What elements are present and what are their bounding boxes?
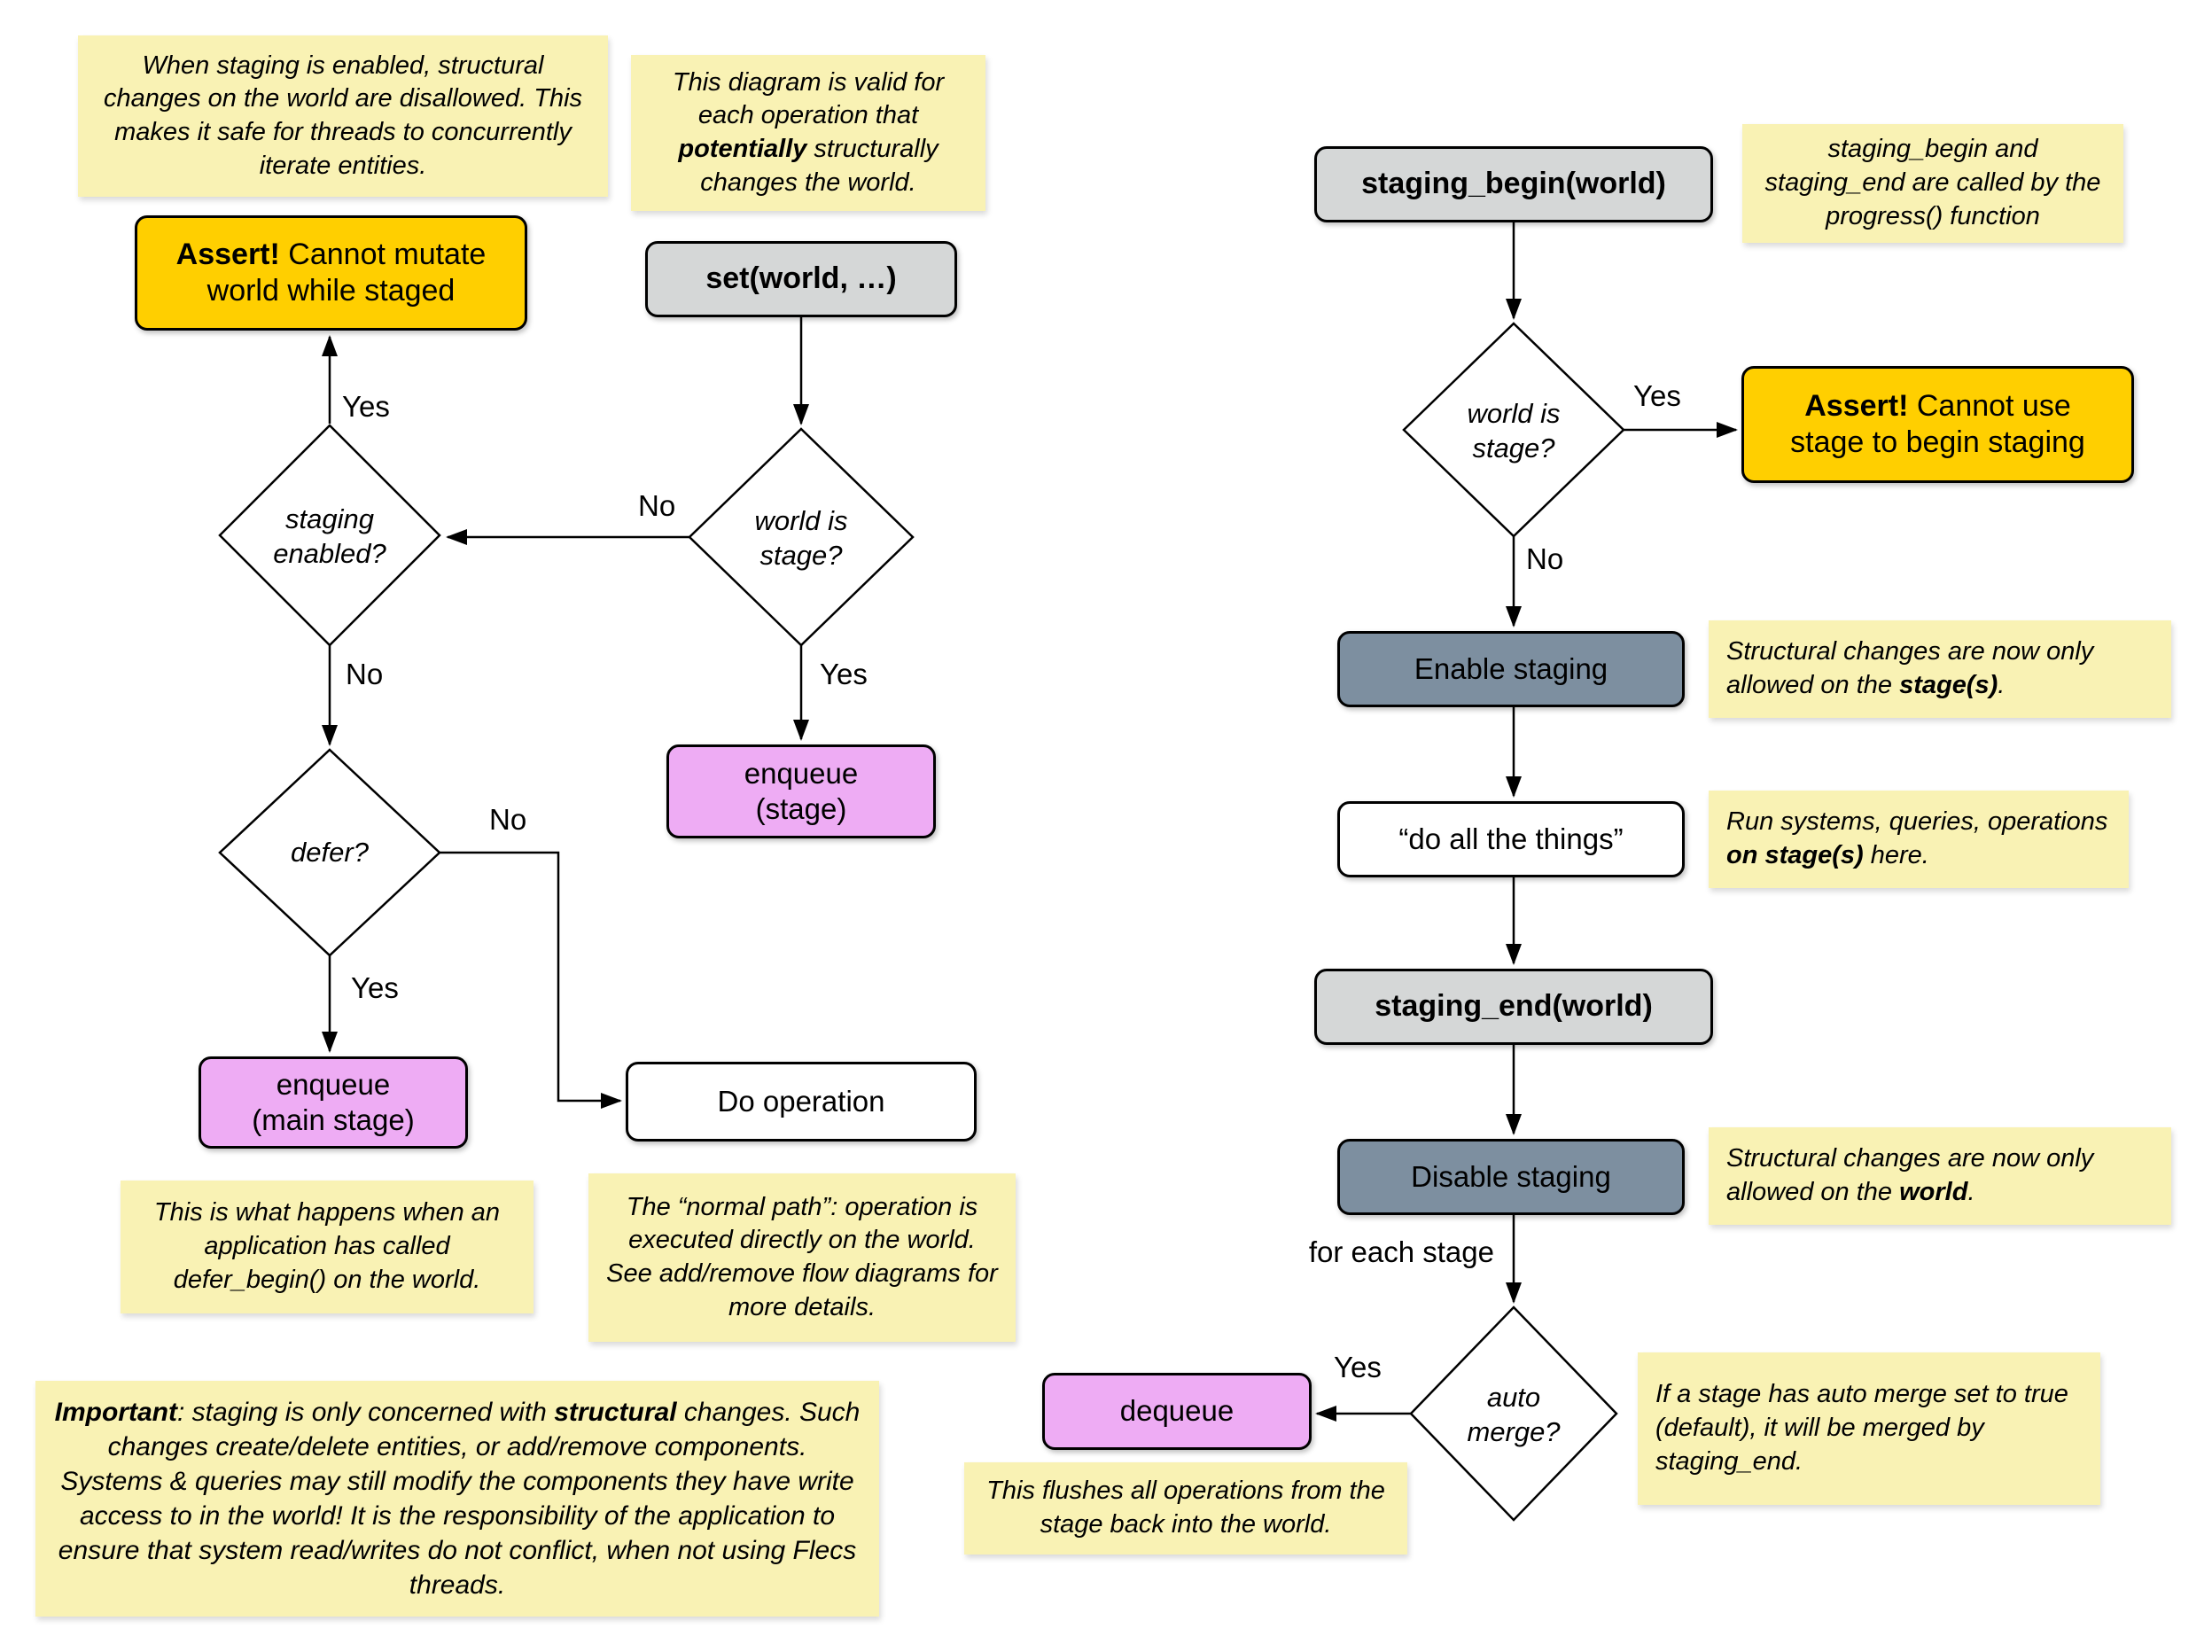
note-auto-merge-text: If a stage has auto merge set to true (default), it will be merged by staging_end.: [1655, 1380, 2068, 1476]
assert-line: stage to begin staging: [1790, 425, 2085, 459]
node-disable-staging: [1337, 1139, 1685, 1215]
note-important-text: [53, 1395, 861, 1602]
decision-line: stage?: [759, 540, 843, 572]
note-diagram-valid-text: [649, 66, 968, 200]
decision-line: world is: [754, 505, 848, 536]
note-auto-merge: [1638, 1352, 2100, 1505]
node-staging-end: [1314, 969, 1713, 1045]
node-enable-staging-label: Enable staging: [1414, 651, 1608, 685]
note-flushes-text: This flushes all operations from the stage back into the world.: [986, 1477, 1385, 1539]
note-important: [35, 1381, 879, 1617]
node-do-all-the-things-label: “do all the things”: [1398, 822, 1624, 855]
note-progress-text: staging_begin and staging_end are called by the progress() function: [1764, 135, 2101, 230]
note-when-staging-text: When staging is enabled, structural changes on the world are disallowed. This makes it safe for threads to concurrently iterate entities.: [103, 51, 583, 180]
node-dequeue-label: dequeue: [1119, 1394, 1235, 1428]
decision-auto-merge-label: [1416, 1380, 1611, 1449]
node-disable-staging-label: Disable staging: [1411, 1159, 1611, 1193]
text-run-bold: Important: [54, 1398, 177, 1427]
text-run: This diagram is valid for each operation that: [672, 67, 945, 130]
decision-line: merge?: [1467, 1416, 1561, 1448]
text-run: Run systems, queries, operations: [1726, 807, 2108, 837]
edge-label-yes-auto-merge: Yes: [1334, 1351, 1382, 1383]
decision-line: staging: [285, 503, 374, 534]
node-enqueue-stage-line1: enqueue: [744, 756, 859, 790]
node-enqueue-main-stage: [199, 1056, 468, 1149]
decision-staging-enabled-label: [232, 502, 427, 571]
assert-keyword: Assert!: [175, 237, 280, 271]
edge-label-yes-world-is-stage: Yes: [820, 658, 868, 690]
assert-rest: Cannot use: [1908, 388, 2071, 423]
note-structural-world-text: [1726, 1142, 2154, 1209]
decision-line: stage?: [1472, 432, 1555, 464]
text-run-bold: on stage(s): [1726, 841, 1864, 869]
note-diagram-valid: [631, 55, 985, 211]
node-do-operation-label: Do operation: [717, 1084, 885, 1118]
node-set-operation-label: set(world, …): [705, 261, 897, 296]
edge-label-yes-staging-enabled: Yes: [342, 390, 390, 423]
note-structural-stage-text: [1726, 635, 2154, 702]
node-dequeue: [1042, 1373, 1312, 1450]
note-when-staging: [78, 35, 608, 197]
node-set-operation: [645, 241, 957, 317]
text-run: structurally changes the world.: [700, 135, 939, 197]
node-staging-end-label: staging_end(world): [1375, 989, 1653, 1024]
assert-keyword: Assert!: [1804, 388, 1909, 423]
decision-line: world is: [1467, 398, 1561, 429]
decision-world-is-stage-right-label: [1416, 396, 1611, 465]
text-run-bold: stage(s): [1899, 671, 1998, 699]
note-run-systems: [1709, 791, 2129, 888]
assert-cannot-use-stage-box: [1741, 366, 2134, 483]
note-structural-world: [1709, 1127, 2171, 1225]
node-enqueue-main-line1: enqueue: [276, 1067, 391, 1101]
note-run-systems-text: [1726, 806, 2111, 872]
edge-label-no-world-is-stage: No: [638, 489, 676, 522]
text-run-bold: world: [1899, 1178, 1968, 1206]
note-defer-begin-text: This is what happens when an application has called defer_begin() on the world.: [153, 1198, 501, 1294]
node-enable-staging: [1337, 631, 1685, 707]
text-run: .: [1967, 1178, 1975, 1206]
node-do-all-the-things: [1337, 801, 1685, 877]
edge-label-for-each-stage: for each stage: [1308, 1235, 1494, 1268]
decision-line: auto: [1486, 1382, 1541, 1413]
text-run: changes. Such changes create/delete entities, or add/remove components. Systems & queries may still modify the components they have write access to in the world! It is the responsibility of the application to ensure that system read/writes do not conflict, when not using Flecs threads.: [58, 1398, 861, 1600]
assert-line: [176, 237, 487, 273]
text-run: .: [1998, 671, 2006, 699]
edge-label-yes-world-is-stage-right: Yes: [1633, 379, 1681, 412]
note-structural-stage: [1709, 620, 2171, 718]
note-normal-path: [588, 1173, 1016, 1342]
decision-world-is-stage-left-label: [704, 503, 899, 573]
text-run-bold: structural: [554, 1398, 677, 1427]
text-run: Structural changes are now only allowed on the: [1726, 637, 2094, 699]
assert-cannot-mutate-box: [135, 215, 527, 331]
note-defer-begin: [121, 1181, 534, 1313]
node-enqueue-stage: [666, 744, 936, 838]
text-run-bold: potentially: [678, 135, 807, 163]
note-flushes: [964, 1462, 1407, 1555]
node-staging-begin: [1314, 146, 1713, 222]
text-run: Structural changes are now only allowed on the: [1726, 1144, 2094, 1206]
decision-line: enabled?: [273, 538, 386, 570]
text-run: here.: [1863, 841, 1929, 869]
text-run: : staging is only concerned with: [176, 1398, 555, 1427]
assert-line: world while staged: [206, 274, 456, 308]
edge-label-no-defer: No: [489, 803, 527, 836]
edge-label-no-staging-enabled: No: [346, 658, 384, 690]
decision-defer-label: [232, 835, 427, 869]
assert-line: [1804, 388, 2071, 425]
assert-rest: Cannot mutate: [279, 237, 487, 271]
decision-line: defer?: [291, 837, 369, 868]
node-enqueue-main-line2: (main stage): [252, 1103, 415, 1136]
note-progress: [1742, 124, 2123, 243]
edge-label-yes-defer: Yes: [351, 971, 399, 1004]
note-normal-path-text: The “normal path”: operation is executed directly on the world. See add/remove flow diagrams for more details.: [606, 1192, 998, 1321]
node-do-operation: [626, 1062, 977, 1142]
edge-label-no-world-is-stage-right: No: [1526, 542, 1564, 575]
node-staging-begin-label: staging_begin(world): [1361, 167, 1666, 201]
node-enqueue-stage-line2: (stage): [755, 792, 847, 825]
